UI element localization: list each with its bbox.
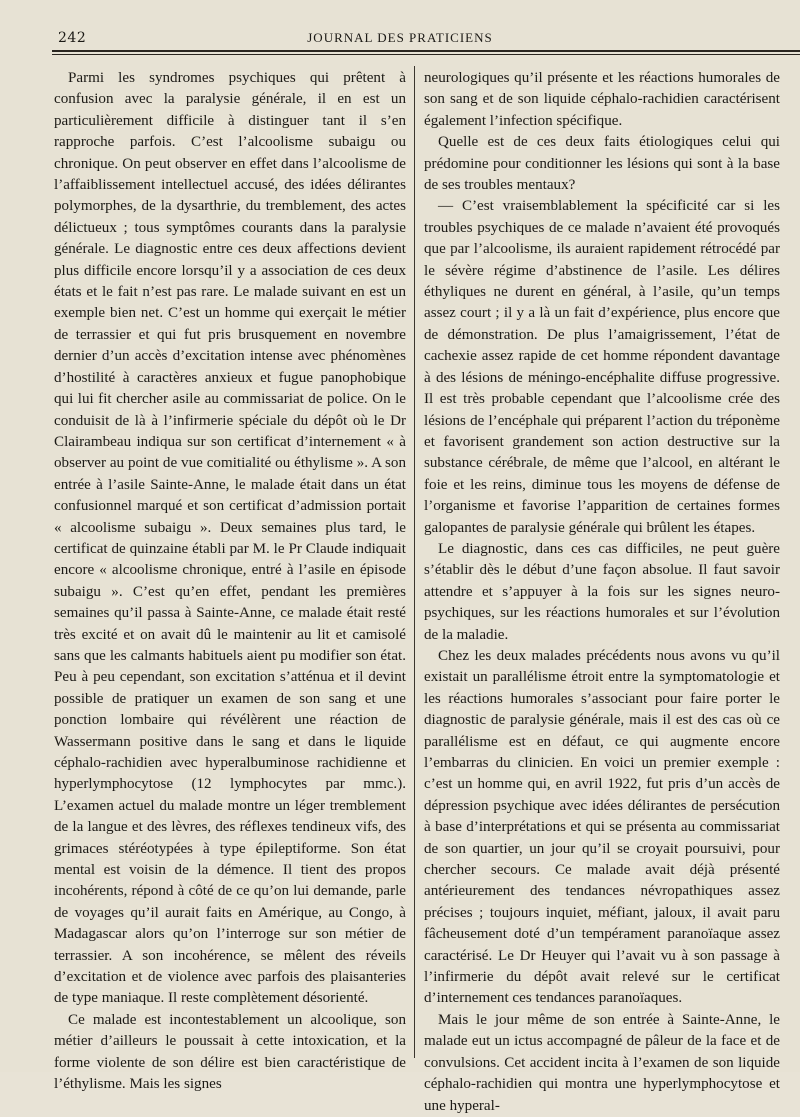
- column-divider: [414, 66, 415, 1058]
- left-paragraph-1: Parmi les syndromes psychiques qui prêtent à confusion avec la paralysie générale, il en est un particulièrement difficile à distinguer tant il s’en rapproche parfois. C’est l’alcoolisme subaigu ou chronique. On peut observer en effet dans l’alcoolisme de l’affaiblissement intellectuel accusé, des idées délirantes polymorphes, de la dysarthrie, du tremblement, des actes délictueux ; tous symptômes courants dans la paralysie générale. Le diagnostic entre ces deux affections devient plus difficile encore lorsqu’il y a association de ces deux états et le fait n’est pas rare. Le malade suivant en est un exemple bien net. C’est un homme qui exerçait le métier de terrassier et qui fut pris brusquement en novembre dernier d’un accès d’excitation intense avec phénomènes d’hostilité à caractères anxieux et fugue panophobique qui lui fit chercher asile au commissariat de police. On le conduisit de là à l’infirmerie spéciale du dépôt où le Dr Clairambeau indiqua sur son certificat d’internement « à observer au point de vue comitialité ou éthylisme ». A son entrée à l’asile Sainte-Anne, le malade était dans un état confusionnel marqué et son certificat d’admission portait « alcoolisme subaigu ». Deux semaines plus tard, le certificat de quinzaine établi par M. le Pr Claude indiquait encore « alcoolisme chronique, entré à l’asile en épisode subaigu ». C’est qu’en effet, pendant les premières semaines qu’il passa à Sainte-Anne, ce malade était resté très excité et on avait dû le maintenir au lit et camisolé sans que les calmants habituels aient pu modifier son état. Peu à peu cependant, son excitation s’atténua et il devint possible de pratiquer un examen de son sang et une ponction lombaire qui révélèrent une réaction de Wassermann positive dans le sang et dans le liquide céphalo-rachidien avec hyperalbuminose rachidienne et hyperlymphocytose (12 lymphocytes par mmc.). L’examen actuel du malade montre un léger tremblement de la langue et des lèvres, des réflexes tendineux vifs, des grimaces stéréotypées à type épileptiforme. Son état mental est voisin de la démence. Il tient des propos incohérents, répond à côté de ce qu’on lui demande, parle de voyages qu’il aurait faits en Amérique, au Congo, à Madagascar alors qu’on l’interroge sur son métier de terrassier. A son incohérence, se mêlent des réveils d’excitation et de violence avec parfois des plaisanteries de type maniaque. Il reste complètement désorienté.: [54, 70, 406, 1007]
- right-paragraph-1: neurologiques qu’il présente et les réactions humorales de son sang et de son liquide céphalo-rachidien caractérisent également l’infection spécifique.: [424, 70, 780, 129]
- running-title: JOURNAL DES PRATICIENS: [307, 30, 493, 45]
- left-paragraph-2: Ce malade est incontestablement un alcoolique, son métier d’ailleurs le poussait à cette intoxication, et la forme violente de son délire est bien caractéristique de l’éthylisme. Mais les signes: [54, 1011, 406, 1093]
- right-paragraph-3: — C’est vraisemblablement la spécificité car si les troubles psychiques de ce malade n’avaient été provoqués que par l’alcoolisme, ils auraient rapidement rétrocédé par le sévère régime d’abstinence de l’asile. Les délires éthyliques ne durent en général, à l’asile, qu’un temps assez court ; il y a là un fait d’expérience, plus encore que de démonstration. De plus l’amaigrissement, l’état de cachexie assez rapide de cet homme répondent davantage à des lésions de méningo-encéphalite diffuse progressive. Il est très probable cependant que l’alcoolisme crée des lésions de l’encéphale qui préparent l’action du tréponème et favorisent grandement son action destructive sur la substance cérébrale, de même que l’alcool, en altérant le foie et les reins, diminue tous les moyens de défense de l’organisme et favorise l’apparition de certaines formes galopantes de paralysie générale qui brûlent les étapes.: [424, 198, 780, 536]
- header-rule-thin: [52, 54, 800, 55]
- page-number: 242: [58, 30, 87, 46]
- right-column: [424, 68, 780, 1117]
- header-rule: [52, 50, 800, 52]
- right-paragraph-4: Le diagnostic, dans ces cas difficiles, ne peut guère s’établir dès le début d’une façon absolue. Il faut savoir attendre et s’appuyer à la fois sur les signes neuro-psychiques, sur les réactions humorales et sur l’évolution de la maladie.: [424, 540, 780, 643]
- right-paragraph-5: Chez les deux malades précédents nous avons vu qu’il existait un parallélisme étroit entre la symptomatologie et les réactions humorales s’associant pour faire porter le diagnostic de paralysie générale, mais il est des cas où ce parallélisme est en défaut, ce qui augmente encore l’embarras du clinicien. En voici un premier exemple : c’est un homme qui, en avril 1922, fut pris d’un accès de dépression psychique avec idées délirantes de persécution à base d’interprétations et qui se présenta au commissariat de son quartier, un jour qu’il se croyait poursuivi, pour chercher secours. Ce malade avait déjà présenté antérieurement des tendances névropathiques assez précises ; toujours inquiet, méfiant, jaloux, il avait paru fâcheusement doté d’un tempérament paranoïaque assez caractérisé. Le Dr Heuyer qui l’avait vu à son passage à l’infirmerie du dépôt avait relevé sur le certificat d’internement ces tendances paranoïaques.: [424, 647, 780, 1007]
- right-paragraph-6: Mais le jour même de son entrée à Sainte-Anne, le malade eut un ictus accompagné de pâleur de la face et de convulsions. Cet accident incita à l’examen de son liquide céphalo-rachidien qui montra une hyperlymphocytose et une hyperal-: [424, 1011, 780, 1114]
- right-paragraph-2: Quelle est de ces deux faits étiologiques celui qui prédomine pour conditionner les lésions qui sont à la base de ses troubles mentaux?: [424, 134, 780, 194]
- left-column: [54, 68, 406, 1096]
- page-header: [52, 30, 800, 52]
